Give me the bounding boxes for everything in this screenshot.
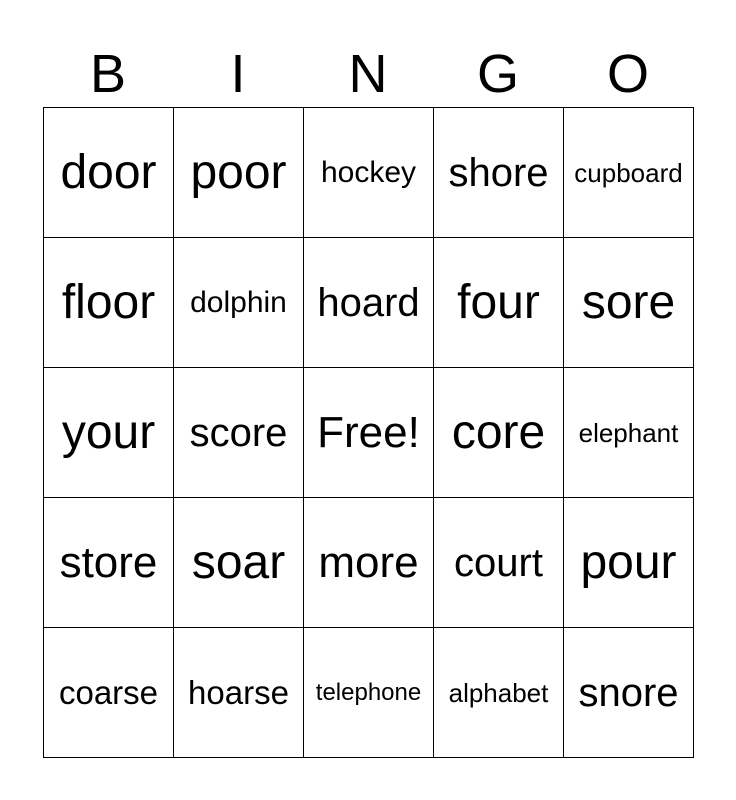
bingo-cell: four xyxy=(434,238,564,368)
bingo-cell: pour xyxy=(564,498,694,628)
bingo-cell: hoard xyxy=(304,238,434,368)
bingo-cell: poor xyxy=(174,108,304,238)
header-letter-n: N xyxy=(348,44,388,104)
header-letter-i: I xyxy=(230,44,246,104)
bingo-cell: alphabet xyxy=(434,628,564,758)
bingo-header xyxy=(43,42,693,106)
bingo-cell: elephant xyxy=(564,368,694,498)
free-space: Free! xyxy=(304,368,434,498)
bingo-cell: score xyxy=(174,368,304,498)
bingo-board xyxy=(43,107,694,758)
bingo-cell: hoarse xyxy=(174,628,304,758)
bingo-cell: telephone xyxy=(304,628,434,758)
bingo-cell: dolphin xyxy=(174,238,304,368)
bingo-cell: court xyxy=(434,498,564,628)
bingo-cell: store xyxy=(44,498,174,628)
bingo-cell: floor xyxy=(44,238,174,368)
bingo-cell: sore xyxy=(564,238,694,368)
bingo-cell: more xyxy=(304,498,434,628)
header-letter-b: B xyxy=(89,44,127,104)
bingo-cell: snore xyxy=(564,628,694,758)
bingo-cell: shore xyxy=(434,108,564,238)
bingo-cell: coarse xyxy=(44,628,174,758)
bingo-cell: door xyxy=(44,108,174,238)
header-letter-o: O xyxy=(606,44,649,104)
bingo-cell: cupboard xyxy=(564,108,694,238)
bingo-cell: soar xyxy=(174,498,304,628)
bingo-cell: your xyxy=(44,368,174,498)
bingo-cell: core xyxy=(434,368,564,498)
header-letter-g: G xyxy=(476,44,519,104)
bingo-cell: hockey xyxy=(304,108,434,238)
